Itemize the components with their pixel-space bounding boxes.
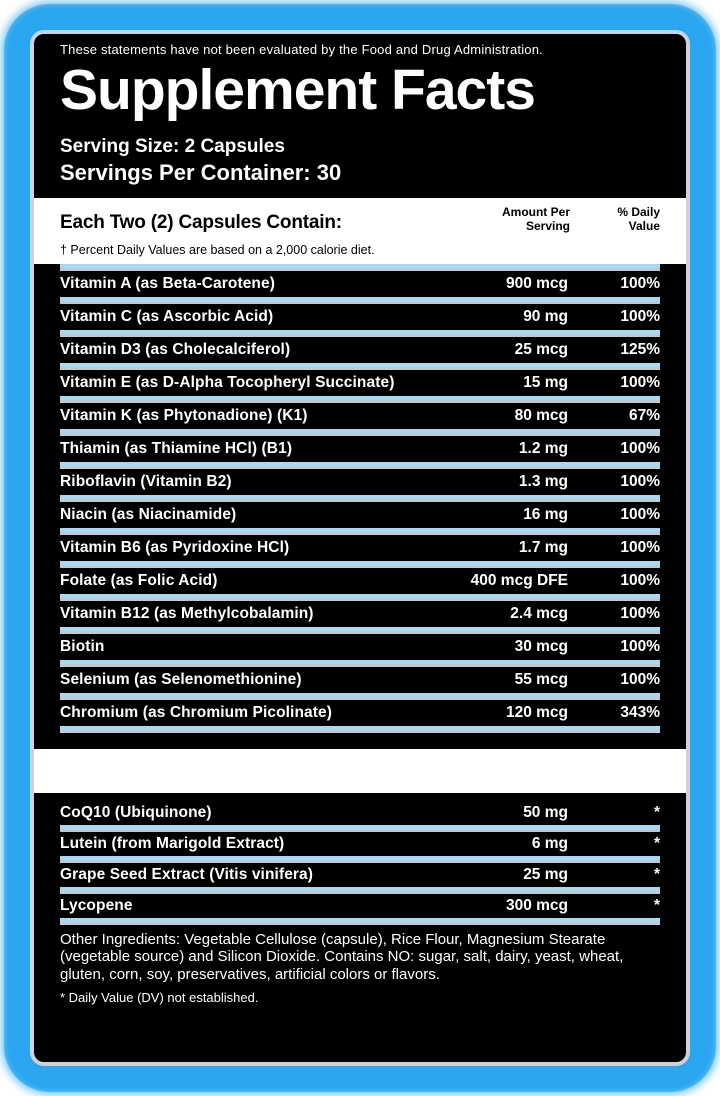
- section-divider-bar: [34, 749, 686, 793]
- serving-size: Serving Size: 2 Capsules: [60, 136, 285, 158]
- table-row: [60, 700, 660, 733]
- ingredient-name: Grape Seed Extract (Vitis vinifera): [60, 865, 314, 883]
- ingredient-daily-value: *: [653, 834, 660, 852]
- nutrient-daily-value: 100%: [620, 637, 660, 655]
- header-band-columns: [60, 206, 660, 234]
- table-row: [60, 370, 660, 403]
- table-row: [60, 667, 660, 700]
- daily-value-subnote: † Percent Daily Values are based on a 2,000 calorie diet.: [60, 242, 375, 257]
- nutrient-name: Folate (as Folic Acid): [60, 571, 218, 589]
- nutrient-name: Vitamin C (as Ascorbic Acid): [60, 307, 274, 325]
- nutrient-name: Chromium (as Chromium Picolinate): [60, 703, 332, 721]
- table-row: [60, 304, 660, 337]
- header-band: [34, 198, 686, 264]
- table-row: [60, 535, 660, 568]
- table-top-separator: [60, 264, 660, 271]
- ingredient-daily-value: *: [653, 896, 660, 914]
- ingredient-name: CoQ10 (Ubiquinone): [60, 803, 212, 821]
- nutrient-daily-value: 100%: [620, 571, 660, 589]
- nutrient-name: Vitamin K (as Phytonadione) (K1): [60, 406, 308, 424]
- ingredient-daily-value: *: [653, 865, 660, 883]
- nutrient-daily-value: 343%: [620, 703, 660, 721]
- ingredient-amount: 6 mg: [531, 834, 568, 852]
- nutrient-daily-value: 100%: [620, 472, 660, 490]
- daily-value-column-header: % Daily Value: [617, 205, 660, 234]
- table-row: [60, 634, 660, 667]
- ingredient-amount: 25 mg: [523, 865, 568, 883]
- ingredient-name: Lutein (from Marigold Extract): [60, 834, 285, 852]
- page-title: Supplement Facts: [60, 58, 535, 122]
- nutrient-name: Vitamin B6 (as Pyridoxine HCl): [60, 538, 290, 556]
- servings-per-container: Servings Per Container: 30: [60, 159, 342, 185]
- ingredient-amount: 50 mg: [523, 803, 568, 821]
- table-row: [60, 568, 660, 601]
- nutrient-daily-value: 100%: [620, 505, 660, 523]
- nutrient-amount: 2.4 mcg: [510, 604, 568, 622]
- contains-label: Each Two (2) Capsules Contain:: [60, 211, 342, 233]
- nutrient-daily-value: 100%: [620, 670, 660, 688]
- table-row: [60, 271, 660, 304]
- table-row: [60, 863, 660, 894]
- nutrient-amount: 90 mg: [523, 307, 568, 325]
- nutrient-amount: 400 mcg DFE: [470, 571, 568, 589]
- nutrient-daily-value: 100%: [620, 373, 660, 391]
- table-row: [60, 436, 660, 469]
- dv-not-established-note: * Daily Value (DV) not established.: [60, 990, 259, 1006]
- nutrient-daily-value: 125%: [620, 340, 660, 358]
- nutrient-name: Selenium (as Selenomethionine): [60, 670, 302, 688]
- botanical-table: [60, 801, 660, 925]
- ingredient-amount: 300 mcg: [505, 896, 568, 914]
- nutrient-daily-value: 100%: [620, 274, 660, 292]
- nutrient-daily-value: 100%: [620, 439, 660, 457]
- other-ingredients-note: Other Ingredients: Vegetable Cellulose (capsule), Rice Flour, Magnesium Stearate (vegetable source) and Silicon Dioxide. Contains NO: sugar, salt, dairy, yeast, wheat, gluten, corn, soy, preservatives, artificial colors or flavors.: [60, 930, 624, 983]
- nutrient-daily-value: 100%: [620, 538, 660, 556]
- nutrient-daily-value: 100%: [620, 604, 660, 622]
- nutrient-daily-value: 100%: [620, 307, 660, 325]
- table-row: [60, 801, 660, 832]
- nutrient-table: [60, 271, 660, 733]
- nutrient-amount: 55 mcg: [514, 670, 568, 688]
- nutrient-name: Vitamin B12 (as Methylcobalamin): [60, 604, 314, 622]
- nutrient-amount: 16 mg: [523, 505, 568, 523]
- nutrient-name: Biotin: [60, 637, 105, 655]
- ingredient-daily-value: *: [653, 803, 660, 821]
- supplement-facts-panel: [30, 30, 690, 1066]
- nutrient-amount: 120 mcg: [505, 703, 568, 721]
- table-row: [60, 832, 660, 863]
- table-row: [60, 403, 660, 436]
- nutrient-name: Thiamin (as Thiamine HCl) (B1): [60, 439, 293, 457]
- nutrient-name: Riboflavin (Vitamin B2): [60, 472, 232, 490]
- nutrient-amount: 15 mg: [523, 373, 568, 391]
- table-row: [60, 601, 660, 634]
- nutrient-amount: 1.2 mg: [518, 439, 568, 457]
- table-row: [60, 337, 660, 370]
- table-row: [60, 894, 660, 925]
- nutrient-amount: 80 mcg: [514, 406, 568, 424]
- nutrient-amount: 25 mcg: [514, 340, 568, 358]
- nutrient-name: Vitamin D3 (as Cholecalciferol): [60, 340, 291, 358]
- nutrient-amount: 30 mcg: [514, 637, 568, 655]
- amount-column-header: Amount Per Serving: [501, 205, 570, 234]
- nutrient-name: Vitamin A (as Beta-Carotene): [60, 274, 275, 292]
- table-row: [60, 469, 660, 502]
- nutrient-amount: 900 mcg: [505, 274, 568, 292]
- table-row: [60, 502, 660, 535]
- nutrient-daily-value: 67%: [628, 406, 660, 424]
- ingredient-name: Lycopene: [60, 896, 133, 914]
- nutrient-amount: 1.7 mg: [518, 538, 568, 556]
- nutrient-name: Vitamin E (as D-Alpha Tocopheryl Succinate): [60, 373, 395, 391]
- nutrient-name: Niacin (as Niacinamide): [60, 505, 237, 523]
- nutrient-amount: 1.3 mg: [518, 472, 568, 490]
- top-note: These statements have not been evaluated by the Food and Drug Administration.: [60, 42, 543, 57]
